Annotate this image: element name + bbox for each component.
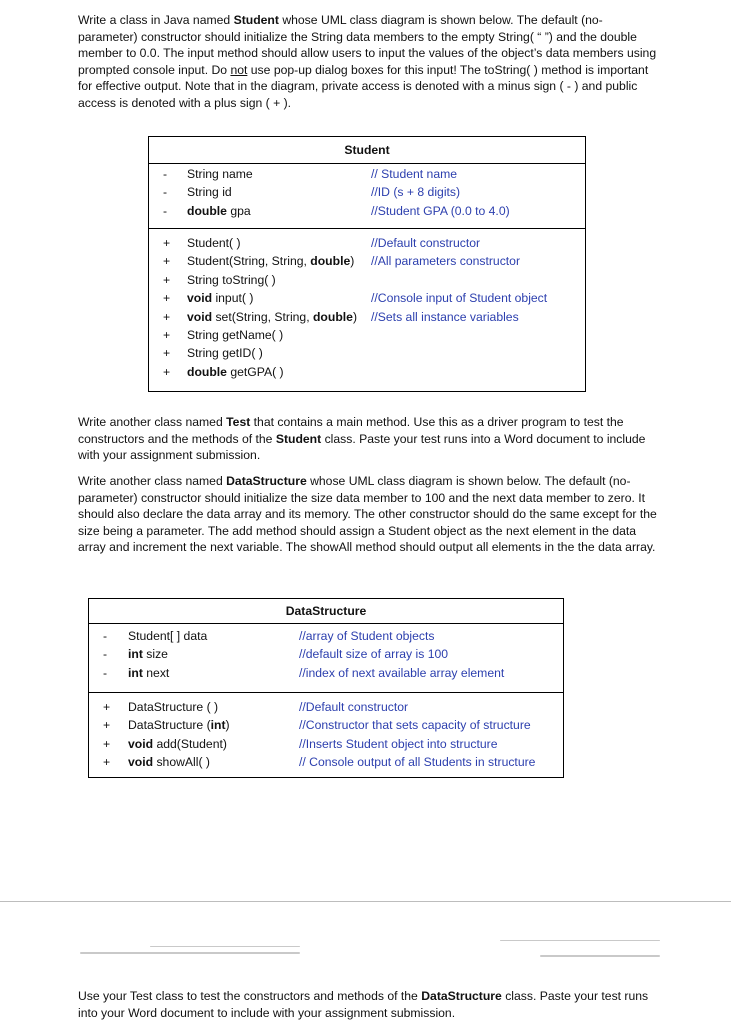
text-run: Write another class named (78, 415, 227, 429)
type-keyword: void (128, 755, 154, 770)
uml-member-row (89, 736, 563, 754)
bold-text: DataStructure (421, 989, 502, 1003)
uml-member-row (89, 665, 563, 683)
member-comment: //ID (s + 8 digits) (371, 185, 461, 200)
visibility-marker: + (163, 291, 171, 306)
type-keyword: int (128, 665, 143, 680)
member-signature (128, 646, 168, 663)
text-run: whose UML class diagram is shown below. The default (no-parameter) constructor should initialize the size data member to 100 and the next data member to zero. It should also declare the data array and its memory. The other constructor should do the same except for the size being a parameter. The add method should assign a Student object as the next element in the data array and increment the next variable. The showAll method should output all elements in the the data array. (78, 474, 657, 555)
member-signature (187, 166, 253, 183)
member-signature (128, 628, 207, 645)
visibility-marker: + (103, 700, 111, 714)
type-keyword: void (128, 736, 154, 751)
page-divider (0, 901, 731, 902)
member-signature (128, 717, 230, 734)
member-signature (128, 699, 218, 716)
signature-text: String getID( ) (187, 346, 263, 361)
uml-member-row (89, 754, 563, 772)
text-run: Write another class named (78, 474, 227, 488)
member-signature (128, 754, 210, 771)
member-signature (187, 184, 232, 201)
signature-text: String getName( ) (187, 327, 284, 342)
member-comment: //Student GPA (0.0 to 4.0) (371, 203, 510, 218)
signature-text: ) (225, 718, 230, 733)
type-keyword: void (187, 309, 213, 324)
signature-text: showAll( ) (153, 755, 210, 770)
datastructure-attributes (89, 624, 563, 693)
uml-member-row (149, 272, 585, 290)
member-signature (187, 327, 283, 344)
member-comment: //default size of array is 100 (299, 647, 449, 662)
signature-text: String toString( ) (187, 272, 276, 287)
visibility-marker: - (103, 629, 108, 643)
type-keyword: int (210, 718, 226, 733)
visibility-marker: - (103, 665, 108, 680)
member-comment: //Console input of Student object (371, 291, 548, 306)
type-keyword: int (128, 647, 143, 662)
uml-member-row (149, 290, 585, 308)
footer-paragraph (78, 988, 668, 1021)
member-comment: //Inserts Student object into structure (299, 736, 498, 751)
uml-member-row (149, 203, 585, 221)
uml-member-row (89, 717, 563, 735)
bold-text: Student (275, 431, 322, 446)
signature-text: size (142, 647, 168, 662)
bold-text: Student (233, 13, 279, 27)
uml-member-row (89, 646, 563, 664)
member-comment: //Default constructor (299, 700, 409, 714)
datastructure-uml-diagram (88, 598, 564, 778)
bold-text: DataStructure (226, 474, 307, 488)
member-comment: //array of Student objects (299, 629, 435, 643)
member-comment: //index of next available array element (299, 665, 505, 680)
visibility-marker: - (103, 647, 108, 662)
visibility-marker: + (163, 346, 171, 361)
visibility-marker: + (163, 272, 171, 287)
signature-text: set(String, String, (212, 309, 313, 324)
signature-text: String name (187, 167, 253, 181)
member-signature (187, 290, 253, 307)
uml-member-row (149, 235, 585, 253)
uml-member-row (89, 628, 563, 646)
member-comment: //Constructor that sets capacity of structure (299, 718, 531, 733)
member-signature (128, 665, 169, 682)
type-keyword: double (310, 254, 351, 269)
member-comment: //Sets all instance variables (371, 309, 519, 324)
uml-member-row (149, 253, 585, 271)
member-signature (187, 309, 357, 326)
type-keyword: double (187, 364, 227, 379)
uml-member-row (149, 327, 585, 345)
visibility-marker: + (163, 254, 171, 269)
signature-text: DataStructure ( ) (128, 700, 219, 714)
student-uml-diagram (148, 136, 586, 392)
member-signature (187, 364, 284, 381)
member-signature (187, 345, 263, 362)
visibility-marker: + (163, 364, 171, 379)
signature-text: input( ) (212, 291, 254, 306)
member-signature (187, 272, 276, 289)
member-comment: // Student name (371, 167, 458, 181)
uml-member-row (149, 345, 585, 363)
datastructure-methods (89, 693, 563, 773)
visibility-marker: + (103, 755, 111, 770)
type-keyword: double (312, 309, 353, 324)
underlined-text: not (230, 62, 248, 77)
uml-member-row (149, 166, 585, 184)
member-comment: //All parameters constructor (371, 254, 521, 269)
text-run: that contains a main method. Use this as a driver program to test the constructors and the methods of the (78, 415, 624, 446)
signature-text: ) (352, 309, 357, 324)
type-keyword: void (187, 291, 213, 306)
signature-text: gpa (226, 203, 251, 218)
visibility-marker: + (163, 236, 171, 250)
visibility-marker: + (163, 309, 171, 324)
signature-text: ) (350, 254, 355, 269)
uml-member-row (149, 184, 585, 202)
datastructure-paragraph (78, 473, 658, 556)
type-keyword: double (187, 203, 227, 218)
visibility-marker: - (163, 185, 168, 200)
text-run: Use your Test class to test the constructors and methods of the (78, 989, 422, 1003)
text-run: whose UML class diagram is shown below. The default (no-parameter) constructor should initialize the String data members to the empty String( “ ”) and the double member to 0.0. The input method should allow users to input the values of the object’s data members using prompted console input. Do (78, 13, 657, 77)
bold-text: Test (226, 415, 251, 429)
signature-text: next (142, 665, 170, 680)
text-run: use pop-up dialog boxes for this input! The toString( ) method is important for effective output. Note that in the diagram, private access is denoted with a minus sign ( - ) and public access is denoted with a plus sign ( + ). (78, 62, 649, 110)
member-comment: // Console output of all Students in structure (299, 755, 536, 770)
visibility-marker: + (163, 327, 171, 342)
datastructure-uml-title: DataStructure (89, 599, 563, 624)
signature-text: DataStructure ( (128, 718, 211, 733)
signature-text: String id (187, 185, 232, 200)
member-signature (187, 235, 241, 252)
uml-member-row (149, 309, 585, 327)
member-signature (187, 253, 354, 270)
student-methods (149, 229, 585, 382)
member-signature (128, 736, 227, 753)
visibility-marker: + (103, 736, 111, 751)
student-uml-title: Student (149, 137, 585, 164)
text-run: class. Paste your test runs into your Word document to include with your assignment submission. (78, 989, 649, 1020)
visibility-marker: + (103, 718, 111, 733)
member-comment: //Default constructor (371, 236, 481, 250)
uml-member-row (149, 364, 585, 382)
signature-text: add(Student) (153, 736, 227, 751)
signature-text: Student[ ] data (128, 629, 208, 643)
signature-text: Student( ) (187, 236, 241, 250)
uml-member-row (89, 699, 563, 717)
intro-paragraph (78, 12, 658, 112)
visibility-marker: - (163, 203, 168, 218)
visibility-marker: - (163, 167, 168, 181)
test-class-paragraph (78, 414, 658, 464)
member-signature (187, 203, 251, 220)
signature-text: getGPA( ) (226, 364, 284, 379)
signature-text: Student(String, String, (187, 254, 311, 269)
text-run: Write a class in Java named (78, 13, 234, 27)
student-attributes (149, 164, 585, 229)
text-run: class. Paste your test runs into a Word document to include with your assignment submission. (78, 431, 646, 463)
